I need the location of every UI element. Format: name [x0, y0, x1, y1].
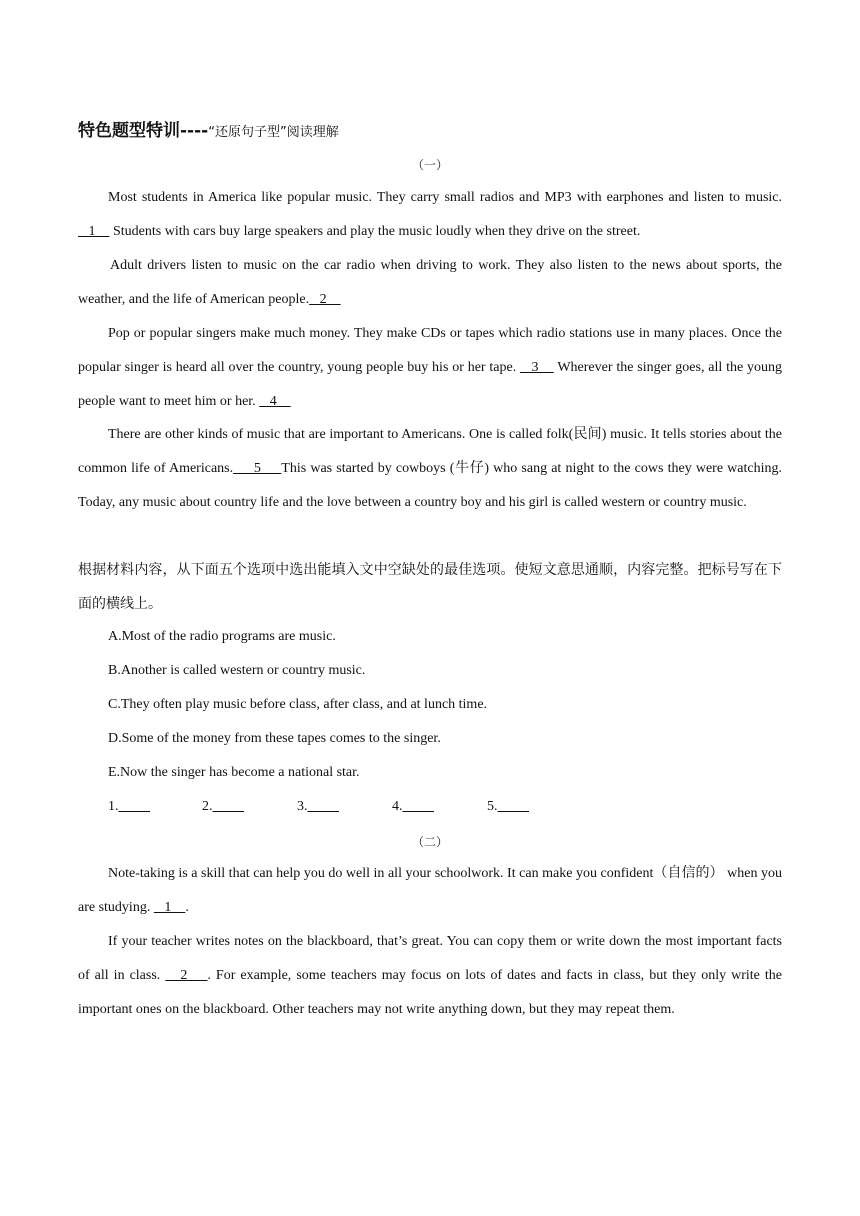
answer-slot-1[interactable]: 1. — [108, 799, 119, 814]
s1-paragraph-1: Most students in America like popular music. They carry small radios and MP3 with earphones and listen to music. 1 Students with cars buy large speakers and play the music loudly when they drive on the street. — [78, 190, 782, 239]
s2-blank-2: 2 — [165, 968, 208, 983]
option-b: B.Another is called western or country music. — [108, 663, 366, 678]
answer-slot-4[interactable]: 4. — [392, 799, 403, 814]
option-d: D.Some of the money from these tapes comes to the singer. — [108, 731, 441, 746]
option-a: A.Most of the radio programs are music. — [108, 629, 336, 644]
section-heading-1: （一） — [411, 158, 448, 172]
page-title — [78, 116, 339, 141]
blank-5: 5 — [233, 461, 282, 476]
blank-2: 2 — [309, 292, 341, 307]
section-heading-2: （二） — [411, 835, 448, 849]
s2-blank-1: 1 — [153, 900, 186, 915]
answer-slot-3[interactable]: 3. — [297, 799, 308, 814]
title-main: 特色题型特训---- — [78, 121, 209, 141]
s1-paragraph-2: Adult drivers listen to music on the car radio when driving to work. They also listen to the news about sports, the weather, and the life of American people. 2 — [78, 258, 782, 307]
blank-4: 4 — [259, 394, 291, 409]
s1-paragraph-4: There are other kinds of music that are important to Americans. One is called folk(民间) music. It tells stories about the common life of Americans. 5 This was started by cowboys (牛仔) who sang at night to the cows they were watching. Today, any music about country life and the love between a country boy and his girl is called western or country music. — [78, 427, 782, 510]
option-e: E.Now the singer has become a national star. — [108, 765, 360, 780]
s2-paragraph-1: Note-taking is a skill that can help you do well in all your schoolwork. It can make you confident（自信的） when you are studying. 1 . — [78, 866, 782, 915]
s2-paragraph-2: If your teacher writes notes on the blackboard, that’s great. You can copy them or write down the most important facts of all in class. 2 . For example, some teachers may focus on lots of dates and facts in class, but they only write the important ones on the blackboard. Other teachers may not write anything down, but they may repeat them. — [78, 934, 783, 1017]
answer-slot-2[interactable]: 2. — [202, 799, 213, 814]
title-sub: “还原句子型”阅读理解 — [208, 125, 339, 140]
answer-slot-5[interactable]: 5. — [487, 799, 498, 814]
blank-1: 1 — [78, 224, 110, 239]
option-c: C.They often play music before class, after class, and at lunch time. — [108, 697, 488, 712]
instruction-text: 根据材料内容，从下面五个选项中选出能填入文中空缺处的最佳选项。使短文意思通顺，内容完整。把标号写在下面的横线上。 — [78, 562, 782, 612]
blank-3: 3 — [520, 360, 554, 375]
s1-paragraph-3: Pop or popular singers make much money. They make CDs or tapes which radio stations use in many places. Once the popular singer is heard all over the country, young people buy his or her tape. 3 Wherever the singer goes, all the young people want to meet him or her. 4 — [78, 326, 782, 409]
